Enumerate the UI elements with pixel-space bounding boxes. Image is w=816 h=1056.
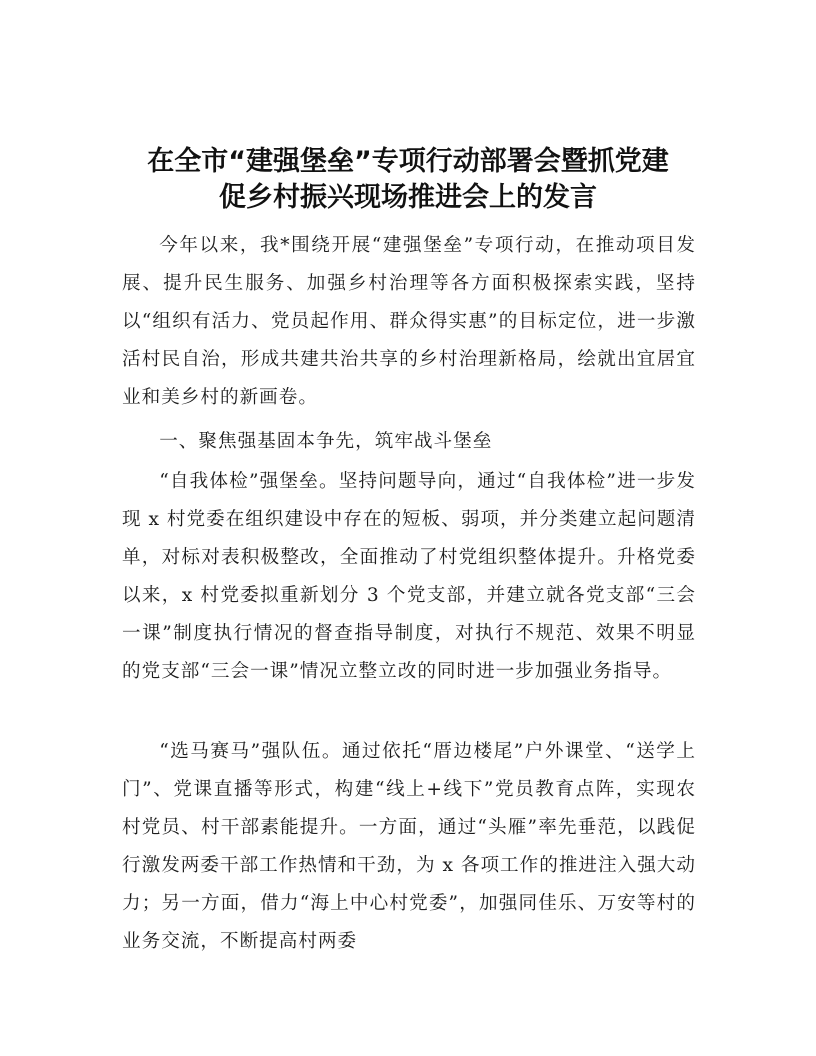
section-1-paragraph-1: “自我体检”强堡垒。坚持问题导向，通过“自我体检”进一步发现 x 村党委在组织建设中存在的短板、弱项，并分类建立起问题清单，对标对表积极整改，全面推动了村党组织整体提升。升格党委以来，x 村党委拟重新划分 3 个党支部，并建立就各党支部“三会一课”制度执行情况的督查指导制度，对执行不规范、效果不明显的党支部“三会一课”情况立整立改的同时进一步加强业务指导。 — [122, 471, 696, 682]
intro-paragraph: 今年以来，我*围绕开展“建强堡垒”专项行动，在推动项目发展、提升民生服务、加强乡村治理等各方面积极探索实践，坚持以“组织有活力、党员起作用、群众得实惠”的目标定位，进一步激活村民自治，形成共建共治共享的乡村治理新格局，绘就出宜居宜业和美乡村的新画卷。 — [122, 235, 696, 408]
section-heading-1: 一、聚焦强基固本争先，筑牢战斗堡垒 — [159, 431, 493, 452]
document-title-line-2: 促乡村振兴现场推进会上的发言 — [219, 182, 597, 213]
document-title-line-1: 在全市“建强堡垒”专项行动部署会暨抓党建 — [147, 146, 669, 177]
section-1-paragraph-1-block — [122, 463, 696, 691]
section-1-paragraph-2-block — [122, 733, 696, 961]
intro-paragraph-block — [122, 227, 696, 417]
section-1-paragraph-2: “选马赛马”强队伍。通过依托“厝边楼尾”户外课堂、“送学上门”、党课直播等形式，构建“线上+线下”党员教育点阵，实现农村党员、村干部素能提升。一方面，通过“头雁”率先垂范，以践促行激发两委干部工作热情和干劲，为 x 各项工作的推进注入强大动力；另一方面，借力“海上中心村党委”，加强同佳乐、万安等村的业务交流，不断提高村两委 — [122, 741, 696, 952]
